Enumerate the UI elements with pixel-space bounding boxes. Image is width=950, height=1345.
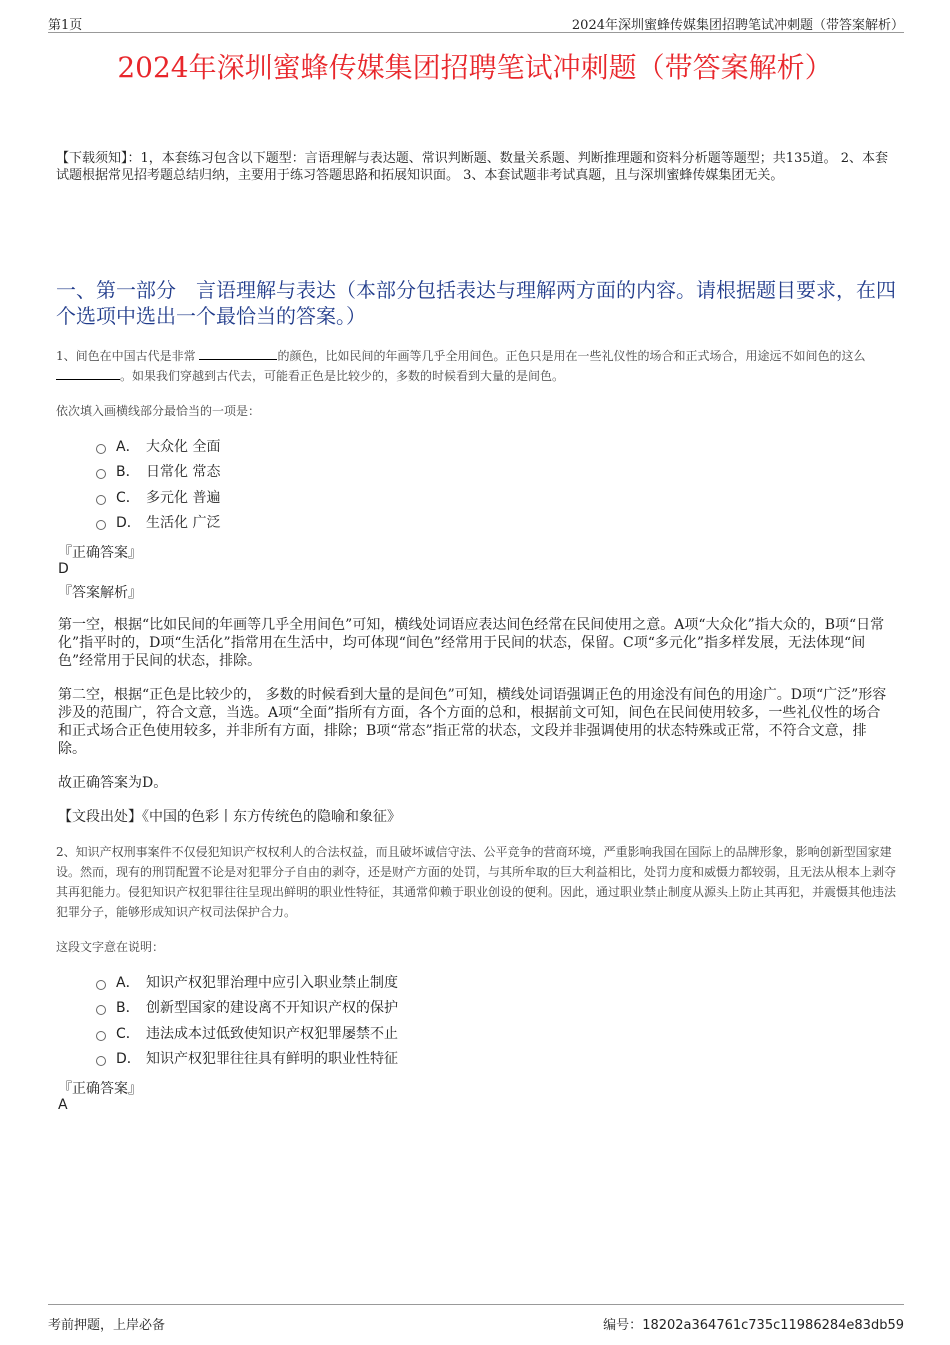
header-doc-title: 2024年深圳蜜蜂传媒集团招聘笔试冲刺题（带答案解析） [571,18,904,33]
radio-icon[interactable] [96,1031,106,1041]
answer-value: A [58,1097,68,1113]
radio-icon[interactable] [96,520,106,530]
analysis-conclusion: 故正确答案为D。 [58,775,168,791]
answer-label: 『正确答案』 [58,545,142,561]
document-code: 编号：18202a364761c735c11986284e83db59 [603,1318,904,1333]
analysis-label: 『答案解析』 [58,585,142,601]
question-2-text: 2、知识产权刑事案件不仅侵犯知识产权权利人的合法权益，而且破坏诚信守法、公平竞争的营商环境，严重影响我国在国际上的品牌形象，影响创新型国家建设。然而，现有的刑罚配置不论是对犯罪分子自由的剥夺，还是财产方面的处罚，与其所牟取的巨大利益相比，处罚力度和威慑力都较弱，且无法从根本上剥夺其再犯能力。侵犯知识产权犯罪往往呈现出鲜明的职业性特征，其通常仰赖于职业创设的便利。因此，通过职业禁止制度从源头上防止其再犯，并震慑其他违法犯罪分子，能够形成知识产权司法保护合力。 [56,845,897,919]
option-c[interactable]: C． 违法成本过低致使知识产权犯罪屡禁不止 [96,1020,398,1046]
analysis-paragraph-1: 第一空，根据“比如民间的年画等几乎全用间色”可知，横线处词语应表达间色经常在民间使用之意。A项“大众化”指大众的，B项“日常化”指平时的，D项“生活化”指常用在生活中，均可体现“间色”经常用于民间的状态，保留。C项“多元化”指多样发展，无法体现“间色”经常用于民间的状态，排除。 [58,617,885,669]
radio-icon[interactable] [96,1056,106,1066]
option-d[interactable]: D． 知识产权犯罪往往具有鲜明的职业性特征 [96,1046,398,1072]
option-a[interactable]: A． 知识产权犯罪治理中应引入职业禁止制度 [96,969,398,995]
question-1-text: 1、间色在中国古代是非常 的颜色，比如民间的年画等几乎全用间色。正色只是用在一些礼仪性的场合和正式场合，用途远不如间色的这么 。如果我们穿越到古代去，可能看正色是比较少的，多数的时候看到大量的是间色。 [56,349,866,383]
radio-icon[interactable] [96,495,106,505]
answer-value: D [58,561,69,577]
radio-icon[interactable] [96,469,106,479]
download-notice: 【下载须知】：1，本套练习包含以下题型：言语理解与表达题、常识判断题、数量关系题、判断推理题和资料分析题等题型；共135道。 2、本套试题根据常见招考题总结归纳，主要用于练习答题思路和拓展知识面。 3、本套试题非考试真题，且与深圳蜜蜂传媒集团无关。 [56,151,888,183]
page-header [48,14,904,33]
radio-icon[interactable] [96,444,106,454]
fill-blank-1 [199,347,277,360]
option-b[interactable]: B． 创新型国家的建设离不开知识产权的保护 [96,995,398,1021]
question-1-prompt: 依次填入画横线部分最恰当的一项是： [56,404,261,418]
question-1-options [96,433,220,535]
footer-slogan: 考前押题，上岸必备 [48,1318,166,1333]
answer-label: 『正确答案』 [58,1081,142,1097]
option-d[interactable]: D． 生活化 广泛 [96,510,220,536]
document-title: 2024年深圳蜜蜂传媒集团招聘笔试冲刺题（带答案解析） [117,51,833,84]
question-2-prompt: 这段文字意在说明： [56,940,165,954]
radio-icon[interactable] [96,980,106,990]
page-number: 第1页 [48,18,83,33]
page-footer [48,1304,904,1335]
option-a[interactable]: A． 大众化 全面 [96,433,220,459]
option-c[interactable]: C． 多元化 普遍 [96,484,220,510]
fill-blank-2 [56,367,120,380]
radio-icon[interactable] [96,1005,106,1015]
question-2-options [96,969,398,1071]
option-b[interactable]: B． 日常化 常态 [96,459,220,485]
text-source: 【文段出处】《中国的色彩丨东方传统色的隐喻和象征》 [58,809,401,825]
analysis-paragraph-2: 第二空，根据“正色是比较少的， 多数的时候看到大量的是间色”可知，横线处词语强调正色的用途没有间色的用途广。D项“广泛”形容涉及的范围广，符合文意，当选。A项“全面”指所有方面，各个方面的总和，根据前文可知，间色在民间使用较多，一些礼仪性的场合和正式场合正色使用较多，并非所有方面，排除；B项“常态”指正常的状态，文段并非强调使用的状态特殊或正常，不符合文意，排除。 [58,687,887,757]
section-heading: 一、第一部分 言语理解与表达（本部分包括表达与理解两方面的内容。请根据题目要求，在四个选项中选出一个最恰当的答案。） [56,278,896,328]
